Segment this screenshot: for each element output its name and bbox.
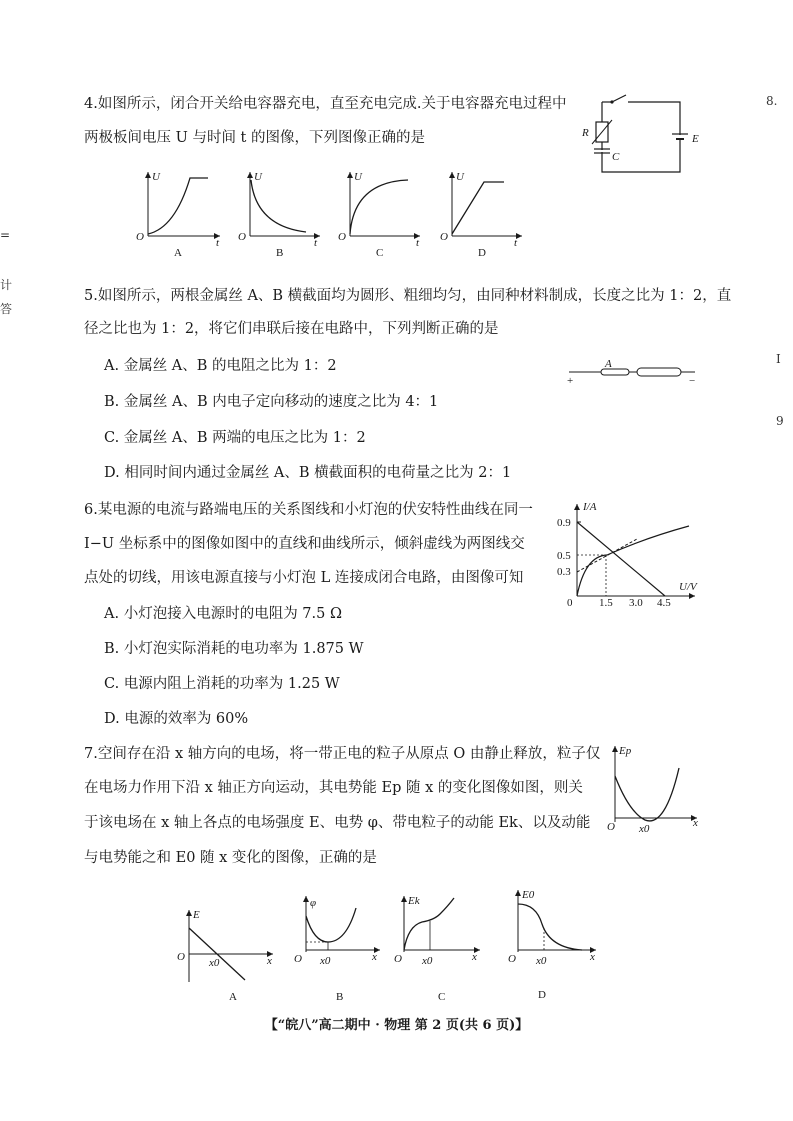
q5-option-b[interactable]: B. 金属丝 A、B 内电子定向移动的速度之比为 4：1: [104, 394, 439, 410]
q4a-option-label: A: [174, 247, 182, 259]
q7c-x0: x0: [422, 955, 433, 967]
q4c-ylabel: U: [354, 171, 362, 183]
q4c-option-label: C: [376, 247, 384, 259]
q6-option-b[interactable]: B. 小灯泡实际消耗的电功率为 1.875 W: [104, 641, 364, 657]
wire-b: [637, 368, 681, 376]
q4d-option-label: D: [478, 247, 486, 259]
q6-ytick-0-9: 0.9: [557, 517, 571, 529]
q7d-origin: O: [508, 953, 516, 965]
q4b-ylabel: U: [254, 171, 262, 183]
q6-stem-line1: 6.某电源的电流与路端电压的关系图线和小灯泡的伏安特性曲线在同一: [84, 502, 533, 518]
q7c-option-label: C: [438, 991, 446, 1003]
q4d-origin: O: [440, 231, 448, 243]
q7-graph-c[interactable]: [392, 892, 492, 1006]
q7-ep-graph: [605, 742, 705, 834]
q7-stem-line1: 7.空间存在沿 x 轴方向的电场，将一带正电的粒子从原点 O 由静止释放，粒子仅: [84, 746, 601, 762]
q7-stem-line3: 于该电场在 x 轴上各点的电场强度 E、电势 φ、带电粒子的动能 Ek、以及动能: [84, 815, 591, 831]
q4c-origin: O: [338, 231, 346, 243]
q7-main-ylabel: Ep: [619, 745, 632, 757]
q7d-x0: x0: [536, 955, 547, 967]
battery-label: E: [692, 133, 699, 145]
switch: [612, 95, 626, 102]
q6-stem-line2: I−U 坐标系中的图像如图中的直线和曲线所示，倾斜虚线为两图线交: [84, 536, 525, 552]
wire-plus: +: [567, 375, 574, 387]
q7a-ylabel: E: [193, 909, 200, 921]
q4-stem-line2: 两极板间电压 U 与时间 t 的图像，下列图像正确的是: [84, 130, 425, 146]
q7-stem-line4: 与电势能之和 E0 随 x 变化的图像，正确的是: [84, 850, 377, 866]
q4-circuit-diagram: [580, 92, 710, 182]
q5-wire-diagram: [565, 358, 700, 388]
q6-xlabel: U/V: [679, 581, 697, 593]
q7b-origin: O: [294, 953, 302, 965]
q7b-option-label: B: [336, 991, 344, 1003]
q6-option-a[interactable]: A. 小灯泡接入电源时的电阻为 7.5 Ω: [104, 606, 342, 622]
resistor-label: R: [582, 127, 589, 139]
q5-option-c[interactable]: C. 金属丝 A、B 两端的电压之比为 1：2: [104, 430, 366, 446]
q7d-xlabel: x: [590, 951, 595, 963]
q5-option-a[interactable]: A. 金属丝 A、B 的电阻之比为 1：2: [104, 358, 337, 374]
q4b-option-label: B: [276, 247, 284, 259]
wire-a-label: A: [605, 358, 612, 370]
q4b-origin: O: [238, 231, 246, 243]
q7-graph-d[interactable]: [508, 886, 608, 1006]
q7-graph-a[interactable]: [175, 906, 280, 1006]
q7-main-x0: x0: [639, 823, 650, 835]
q7-stem-line2: 在电场力作用下沿 x 轴正方向运动，其电势能 Ep 随 x 的变化图像如图，则关: [84, 780, 583, 796]
q7c-xlabel: x: [472, 951, 477, 963]
edge-right-mid2: 9: [776, 414, 784, 428]
q7c-ylabel: Ek: [408, 895, 420, 907]
q6-stem-line3: 点处的切线，用该电源直接与小灯泡 L 连接成闭合电路，由图像可知: [84, 570, 524, 586]
q4-graph-d[interactable]: [434, 168, 534, 258]
q4c-xlabel: t: [416, 237, 420, 249]
edge-left-3: 答: [0, 302, 13, 316]
q7b-x0: x0: [320, 955, 331, 967]
q4d-ylabel: U: [456, 171, 464, 183]
q7c-origin: O: [394, 953, 402, 965]
q7a-origin: O: [177, 951, 185, 963]
q7a-x0: x0: [209, 957, 220, 969]
capacitor-label: C: [612, 151, 620, 163]
q7b-ylabel: φ: [310, 897, 317, 909]
q7-main-origin: O: [607, 821, 615, 833]
q4-graph-c[interactable]: [332, 168, 432, 258]
q6-option-c[interactable]: C. 电源内阻上消耗的功率为 1.25 W: [104, 676, 340, 692]
q6-ytick-0-3: 0.3: [557, 566, 571, 578]
edge-right-mid1: I: [776, 352, 781, 366]
q7a-option-label: A: [229, 991, 237, 1003]
q4b-xlabel: t: [314, 237, 318, 249]
q4d-xlabel: t: [514, 237, 518, 249]
q6-option-d[interactable]: D. 电源的效率为 60%: [104, 711, 249, 727]
edge-left-2: 计: [0, 278, 13, 292]
q4a-origin: O: [136, 231, 144, 243]
q7d-ylabel: E0: [522, 889, 535, 901]
q6-ytick-0-5: 0.5: [557, 550, 571, 562]
q4-graph-b[interactable]: [232, 168, 332, 258]
q4-stem-line1: 4.如图所示，闭合开关给电容器充电，直至充电完成.关于电容器充电过程中: [84, 96, 567, 112]
q6-origin: 0: [567, 597, 573, 609]
source-line: [577, 522, 665, 596]
q6-xtick-3-0: 3.0: [629, 597, 643, 609]
edge-right-top: 8.: [766, 94, 778, 108]
q7-main-xlabel: x: [693, 817, 698, 829]
q4a-xlabel: t: [216, 237, 220, 249]
q6-xtick-4-5: 4.5: [657, 597, 671, 609]
q5-stem-line1: 5.如图所示，两根金属丝 A、B 横截面均为圆形、粗细均匀，由同种材料制成，长度之比为 1：2，直: [84, 288, 732, 304]
q7-graph-b[interactable]: [292, 892, 392, 1006]
q5-stem-line2: 径之比也为 1：2，将它们串联后接在电路中，下列判断正确的是: [84, 321, 499, 337]
q7a-xlabel: x: [267, 955, 272, 967]
q6-ylabel: I/A: [583, 501, 597, 513]
q7b-xlabel: x: [372, 951, 377, 963]
q4a-ylabel: U: [152, 171, 160, 183]
q5-option-d[interactable]: D. 相同时间内通过金属丝 A、B 横截面积的电荷量之比为 2：1: [104, 465, 512, 481]
q7d-option-label: D: [538, 989, 546, 1001]
edge-left-1: =: [0, 228, 11, 242]
wire-minus: −: [689, 375, 696, 387]
page-footer: 【“皖八”高二期中 · 物理 第 2 页(共 6 页)】: [264, 1018, 529, 1033]
q6-xtick-1-5: 1.5: [599, 597, 613, 609]
q6-iu-chart: [555, 498, 705, 613]
q4-graph-a[interactable]: [130, 168, 230, 258]
